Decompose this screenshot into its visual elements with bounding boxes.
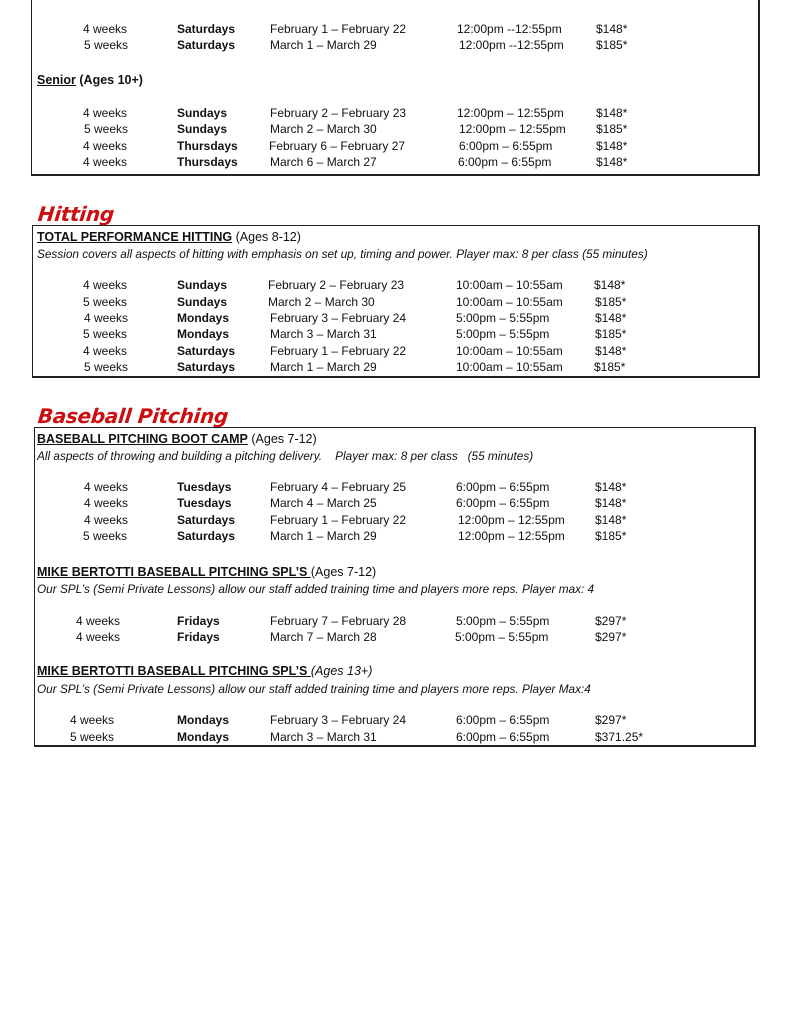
dates: March 2 – March 30 [270,122,377,136]
price: $297* [595,713,627,727]
time: 12:00pm – 12:55pm [457,106,564,120]
schedule-row [32,122,758,138]
weeks: 4 weeks [84,513,129,527]
time: 6:00pm – 6:55pm [459,139,553,153]
weeks: 5 weeks [83,295,128,309]
day: Fridays [177,614,220,628]
price: $185* [595,529,627,543]
time: 10:00am – 10:55am [456,278,563,292]
dates: February 4 – February 25 [270,480,407,494]
senior-label: Senior [37,73,76,87]
section-heading-baseball-pitching: Baseball Pitching [36,404,230,428]
weeks: 5 weeks [83,529,128,543]
day: Saturdays [177,38,236,52]
time: 12:00pm --12:55pm [457,22,562,36]
schedule-box-top [31,0,760,176]
time: 10:00am – 10:55am [456,295,563,309]
day: Mondays [177,327,230,341]
weeks: 4 weeks [84,480,129,494]
time: 6:00pm – 6:55pm [456,730,550,744]
day: Tuesdays [177,496,232,510]
senior-title [37,72,143,88]
schedule-row [35,480,754,496]
weeks: 4 weeks [83,155,128,169]
program-description: Our SPL’s (Semi Private Lessons) allow our staff added training time and players more reps. Player max: 4 [37,582,595,596]
weeks: 4 weeks [84,311,129,325]
price: $148* [596,22,628,36]
program-title [37,431,317,447]
schedule-row [33,344,758,360]
program-title [37,663,372,679]
dates: March 1 – March 29 [270,38,377,52]
dates: February 1 – February 22 [270,22,407,36]
program-title [37,564,376,580]
schedule-row [33,311,758,327]
weeks: 5 weeks [84,360,129,374]
schedule-row [35,513,754,529]
day: Mondays [177,311,230,325]
day: Thursdays [177,139,238,153]
schedule-row [33,360,758,376]
time: 5:00pm – 5:55pm [456,614,550,628]
schedule-row [32,106,758,122]
day: Sundays [177,295,228,309]
day: Fridays [177,630,220,644]
weeks: 4 weeks [83,139,128,153]
dates: March 4 – March 25 [270,496,377,510]
dates: March 1 – March 29 [270,529,377,543]
weeks: 5 weeks [70,730,115,744]
price: $148* [596,139,628,153]
schedule-row [32,155,758,171]
weeks: 5 weeks [84,122,129,136]
weeks: 4 weeks [84,496,129,510]
time: 5:00pm – 5:55pm [455,630,549,644]
day: Thursdays [177,155,238,169]
weeks: 4 weeks [83,344,128,358]
dates: February 6 – February 27 [269,139,406,153]
day: Saturdays [177,529,236,543]
price: $148* [595,480,627,494]
weeks: 4 weeks [76,614,121,628]
price: $185* [594,360,626,374]
price: $297* [595,630,627,644]
time: 12:00pm – 12:55pm [459,122,566,136]
weeks: 4 weeks [83,278,128,292]
time: 6:00pm – 6:55pm [456,480,550,494]
time: 5:00pm – 5:55pm [456,311,550,325]
dates: March 7 – March 28 [270,630,377,644]
schedule-row [32,22,758,38]
price: $148* [596,106,628,120]
weeks: 5 weeks [84,38,129,52]
program-name: MIKE BERTOTTI BASEBALL PITCHING SPL’S [37,565,311,579]
schedule-row [32,139,758,155]
price: $148* [594,278,626,292]
price: $297* [595,614,627,628]
program-description: All aspects of throwing and building a pitching delivery. Player max: 8 per class (55 minutes) [37,449,534,463]
program-name: BASEBALL PITCHING BOOT CAMP [37,432,248,446]
time: 10:00am – 10:55am [456,360,563,374]
program-description: Session covers all aspects of hitting with emphasis on set up, timing and power. Player max: 8 per class (55 minutes) [37,247,648,261]
day: Saturdays [177,22,236,36]
day: Mondays [177,713,230,727]
dates: February 1 – February 22 [270,344,407,358]
weeks: 4 weeks [76,630,121,644]
dates: March 6 – March 27 [270,155,377,169]
senior-ages: (Ages 10+) [75,73,143,87]
program-title [37,229,301,245]
time: 6:00pm – 6:55pm [458,155,552,169]
day: Saturdays [177,344,236,358]
program-description: Our SPL’s (Semi Private Lessons) allow our staff added training time and players more reps. Player Max:4 [37,682,591,696]
day: Sundays [177,278,228,292]
schedule-row [35,730,754,746]
price: $185* [596,38,628,52]
time: 10:00am – 10:55am [456,344,563,358]
weeks: 4 weeks [83,106,128,120]
dates: March 3 – March 31 [270,327,377,341]
schedule-row [35,496,754,512]
schedule-box-pitching [34,427,756,747]
price: $148* [595,513,627,527]
schedule-row [32,38,758,54]
time: 6:00pm – 6:55pm [456,713,550,727]
price: $185* [595,327,627,341]
schedule-row [35,713,754,729]
schedule-row [35,614,754,630]
time: 6:00pm – 6:55pm [456,496,550,510]
time: 12:00pm – 12:55pm [458,513,565,527]
schedule-row [33,327,758,343]
day: Mondays [177,730,230,744]
schedule-row [35,630,754,646]
time: 5:00pm – 5:55pm [456,327,550,341]
dates: March 1 – March 29 [270,360,377,374]
day: Tuesdays [177,480,232,494]
program-name: TOTAL PERFORMANCE HITTING [37,230,233,244]
schedule-row [33,295,758,311]
schedule-row [33,278,758,294]
dates: February 7 – February 28 [270,614,407,628]
dates: February 2 – February 23 [270,106,407,120]
time: 12:00pm --12:55pm [459,38,564,52]
weeks: 4 weeks [70,713,115,727]
program-name: MIKE BERTOTTI BASEBALL PITCHING SPL’S [37,664,311,678]
day: Saturdays [177,513,236,527]
price: $148* [595,344,627,358]
program-ages: (Ages 7-12) [310,565,377,579]
dates: March 3 – March 31 [270,730,377,744]
weeks: 4 weeks [83,22,128,36]
dates: February 3 – February 24 [270,713,407,727]
program-ages: (Ages 13+) [310,664,373,678]
program-ages: (Ages 8-12) [232,230,301,244]
section-heading-hitting: Hitting [36,202,116,226]
schedule-row [35,529,754,545]
price: $371.25* [595,730,644,744]
dates: February 3 – February 24 [270,311,407,325]
day: Sundays [177,122,228,136]
dates: February 1 – February 22 [270,513,407,527]
weeks: 5 weeks [83,327,128,341]
dates: February 2 – February 23 [268,278,405,292]
price: $185* [595,295,627,309]
day: Sundays [177,106,228,120]
price: $148* [596,155,628,169]
day: Saturdays [177,360,236,374]
price: $185* [596,122,628,136]
time: 12:00pm – 12:55pm [458,529,565,543]
dates: March 2 – March 30 [268,295,375,309]
price: $148* [595,496,627,510]
schedule-box-hitting [32,225,760,378]
program-ages: (Ages 7-12) [247,432,317,446]
price: $148* [595,311,627,325]
